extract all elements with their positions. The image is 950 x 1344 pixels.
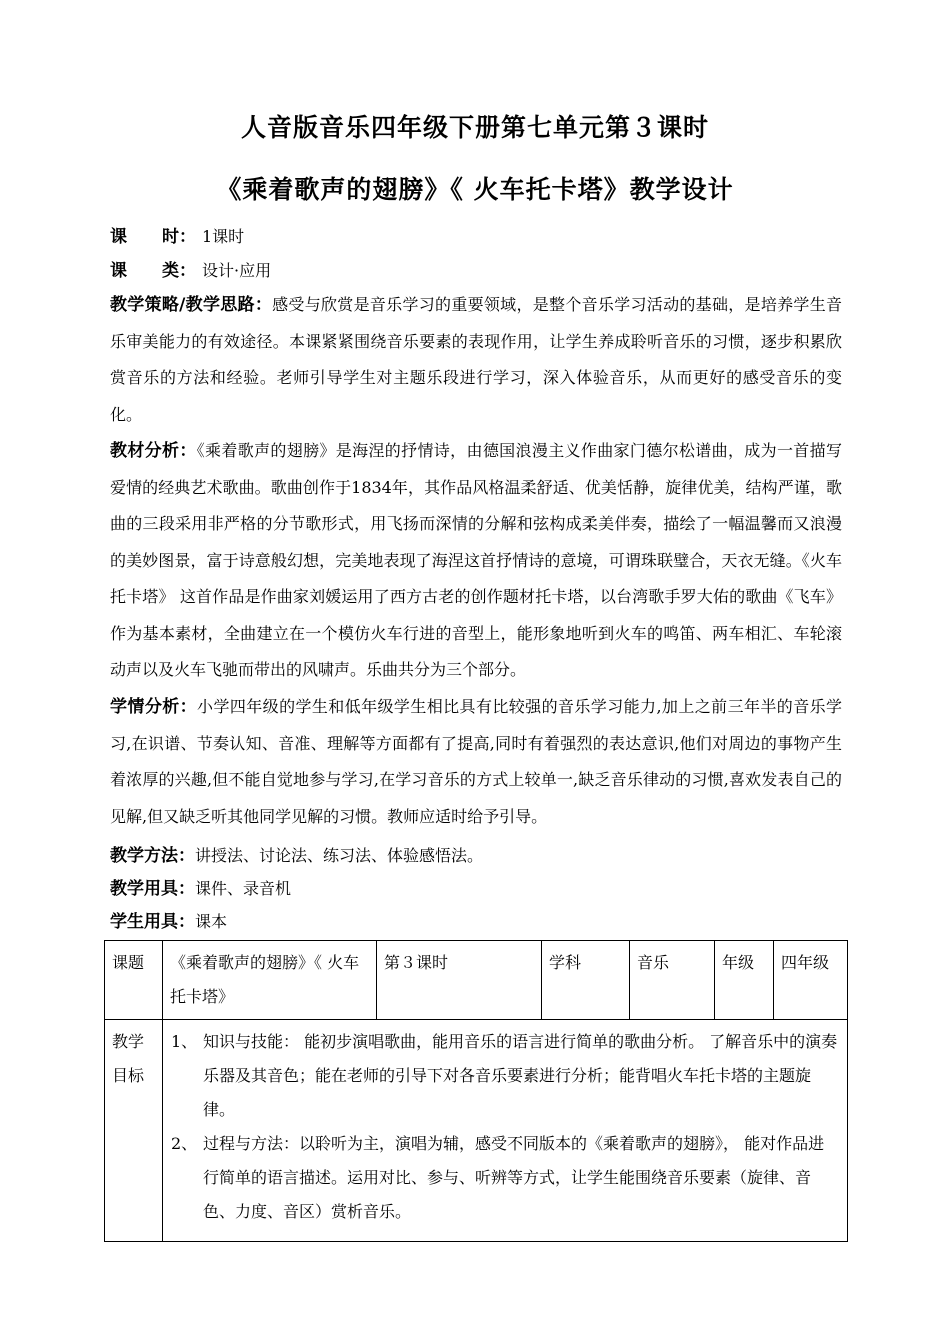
goal-text: 知识与技能： 能初步演唱歌曲，能用音乐的语言进行简单的歌曲分析。 了解音乐中的演奏乐器及其音色；能在老师的引导下对各音乐要素进行分析；能背唱火车托卡塔的主题旋律。 — [203, 1032, 838, 1119]
goal-number: 1、 — [171, 1032, 198, 1051]
period-value: 1课时 — [202, 227, 245, 246]
material-text: 《乘着歌声的翅膀》是海涅的抒情诗，由德国浪漫主义作曲家门德尔松谱曲，成为一首描写爱情的经典艺术歌曲。歌曲创作于1834年，其作品风格温柔舒适、优美恬静，旋律优美，结构严谨，歌曲的三段采用非严格的分节歌形式，用飞扬而深情的分解和弦构成柔美伴奏，描绘了一幅温馨而又浪漫的美妙图景，富于诗意般幻想，完美地表现了海涅这首抒情诗的意境，可谓珠联璧合，天衣无缝。《火车托卡塔》 这首作品是作曲家刘媛运用了西方古老的创作题材托卡塔，以台湾歌手罗大佑的歌曲《飞车》作为基本素材，全曲建立在一个模仿火车行进的音型上，能形象地听到火车的鸣笛、两车相汇、车轮滚动声以及火车飞驰而带出的风啸声。乐曲共分为三个部分。 — [110, 441, 842, 679]
grade-label-cell: 年级 — [715, 941, 774, 1020]
table-row — [105, 1020, 848, 1242]
list-item — [171, 1127, 839, 1229]
strategy-label: 教学策略/教学思路： — [110, 295, 273, 315]
tools-label: 教学用具： — [110, 879, 195, 899]
list-item — [171, 1025, 839, 1127]
document-title-line1: 人音版音乐四年级下册第七单元第３课时 — [240, 113, 709, 142]
subject-value-cell: 音乐 — [630, 941, 715, 1020]
type-label: 课 类： — [110, 261, 196, 281]
document-title-line2: 《乘着歌声的翅膀》《 火车托卡塔》教学设计 — [216, 175, 734, 204]
topic-value-cell: 《乘着歌声的翅膀》《 火车托卡塔》 — [163, 941, 377, 1020]
subject-label-cell: 学科 — [542, 941, 630, 1020]
period-label: 课 时： — [110, 227, 196, 247]
grade-value-cell: 四年级 — [774, 941, 848, 1020]
goal-text: 过程与方法：以聆听为主，演唱为辅，感受不同版本的《乘着歌声的翅膀》， 能对作品进行简单的语言描述。运用对比、参与、听辨等方式，让学生能围绕音乐要素（旋律、音色、力度、音区）赏析音乐。 — [203, 1134, 825, 1221]
student-tools-text: 课本 — [195, 912, 228, 931]
type-field — [110, 259, 850, 283]
method-text: 讲授法、讨论法、练习法、体验感悟法。 — [195, 846, 484, 865]
type-value: 设计·应用 — [202, 261, 272, 280]
method-section — [110, 838, 842, 875]
students-section — [110, 689, 842, 835]
table-row — [105, 941, 848, 1020]
tools-section — [110, 871, 842, 908]
students-text: 小学四年级的学生和低年级学生相比具有比较强的音乐学习能力,加上之前三年半的音乐学习,在识谱、节奏认知、音准、理解等方面都有了提高,同时有着强烈的表达意识,他们对周边的事物产生着浓厚的兴趣,但不能自觉地参与学习,在学习音乐的方式上较单一,缺乏音乐律动的习惯,喜欢发表自己的见解,但又缺乏听其他同学见解的习惯。教师应适时给予引导。 — [110, 697, 843, 826]
material-label: 教材分析： — [110, 441, 197, 461]
period-field — [110, 225, 850, 249]
student-tools-section — [110, 904, 842, 941]
strategy-section — [110, 287, 842, 433]
goal-label-cell: 教学目标 — [105, 1020, 163, 1242]
strategy-text: 感受与欣赏是音乐学习的重要领域，是整个音乐学习活动的基础，是培养学生音乐审美能力的有效途径。本课紧紧围绕音乐要素的表现作用，让学生养成聆听音乐的习惯，逐步积累欣赏音乐的方法和经验。老师引导学生对主题乐段进行学习，深入体验音乐，从而更好的感受音乐的变化。 — [110, 295, 842, 424]
students-label: 学情分析： — [110, 697, 198, 717]
goal-number: 2、 — [171, 1134, 198, 1153]
period-cell: 第３课时 — [377, 941, 542, 1020]
lesson-info-table — [104, 940, 848, 1242]
method-label: 教学方法： — [110, 846, 195, 866]
student-tools-label: 学生用具： — [110, 912, 195, 932]
material-section — [110, 433, 842, 689]
goals-list — [171, 1025, 839, 1229]
tools-text: 课件、录音机 — [195, 879, 292, 898]
topic-label-cell: 课题 — [105, 941, 163, 1020]
goals-cell — [163, 1020, 848, 1242]
